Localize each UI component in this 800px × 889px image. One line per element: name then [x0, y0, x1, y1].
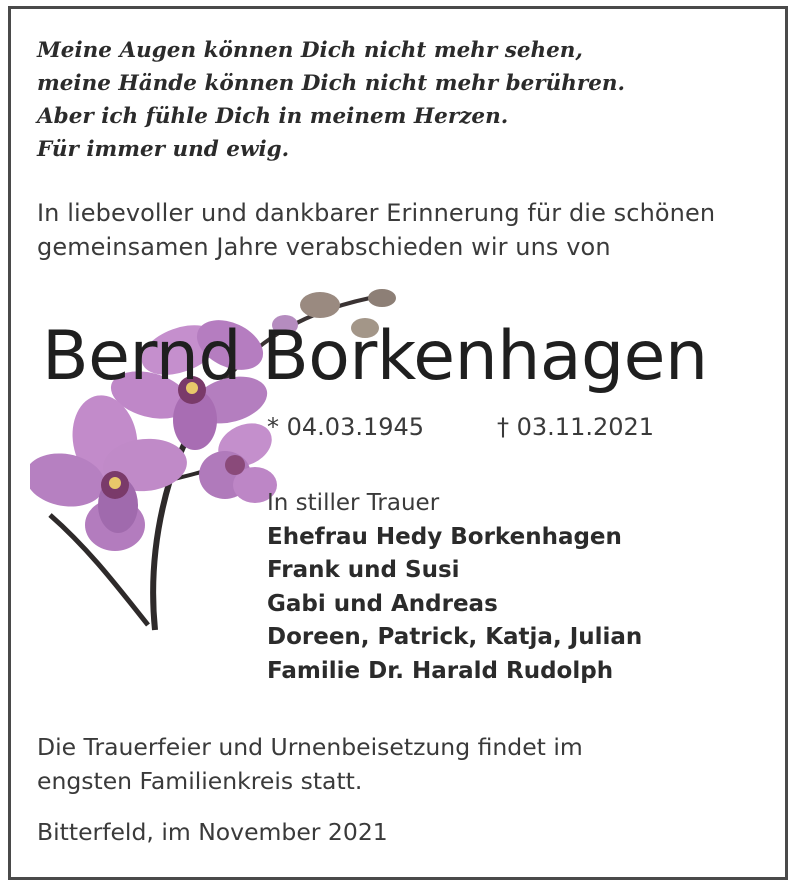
mourner-entry: Frank und Susi: [267, 557, 460, 583]
place-and-date: Bitterfeld, im November 2021: [37, 818, 388, 846]
mourner-entry: Doreen, Patrick, Katja, Julian: [267, 624, 643, 650]
intro-text: [37, 196, 715, 264]
notice-line: Die Trauerfeier und Urnenbeisetzung findet im: [37, 733, 583, 761]
death-date: † 03.11.2021: [497, 413, 655, 441]
poem-line: Für immer und ewig.: [37, 137, 290, 162]
memorial-poem: [37, 34, 625, 166]
mourners-block: [267, 487, 642, 688]
poem-line: meine Hände können Dich nicht mehr berühren.: [37, 71, 626, 96]
mourners-label: In stiller Trauer: [267, 490, 440, 516]
deceased-name: Bernd Borkenhagen: [42, 317, 708, 396]
poem-line: Meine Augen können Dich nicht mehr sehen,: [37, 38, 583, 63]
mourner-entry: Familie Dr. Harald Rudolph: [267, 657, 614, 684]
life-dates: [267, 413, 655, 441]
intro-line: gemeinsamen Jahre verabschieden wir uns von: [37, 233, 611, 261]
poem-line: Aber ich fühle Dich in meinem Herzen.: [37, 104, 509, 129]
notice-line: engsten Familienkreis statt.: [37, 767, 363, 795]
intro-line: In liebevoller und dankbarer Erinnerung für die schönen: [37, 199, 716, 227]
mourner-entry: Ehefrau Hedy Borkenhagen: [267, 523, 622, 550]
birth-date: * 04.03.1945: [267, 413, 425, 441]
funeral-notice: [37, 730, 583, 798]
mourner-entry: Gabi und Andreas: [267, 590, 498, 617]
